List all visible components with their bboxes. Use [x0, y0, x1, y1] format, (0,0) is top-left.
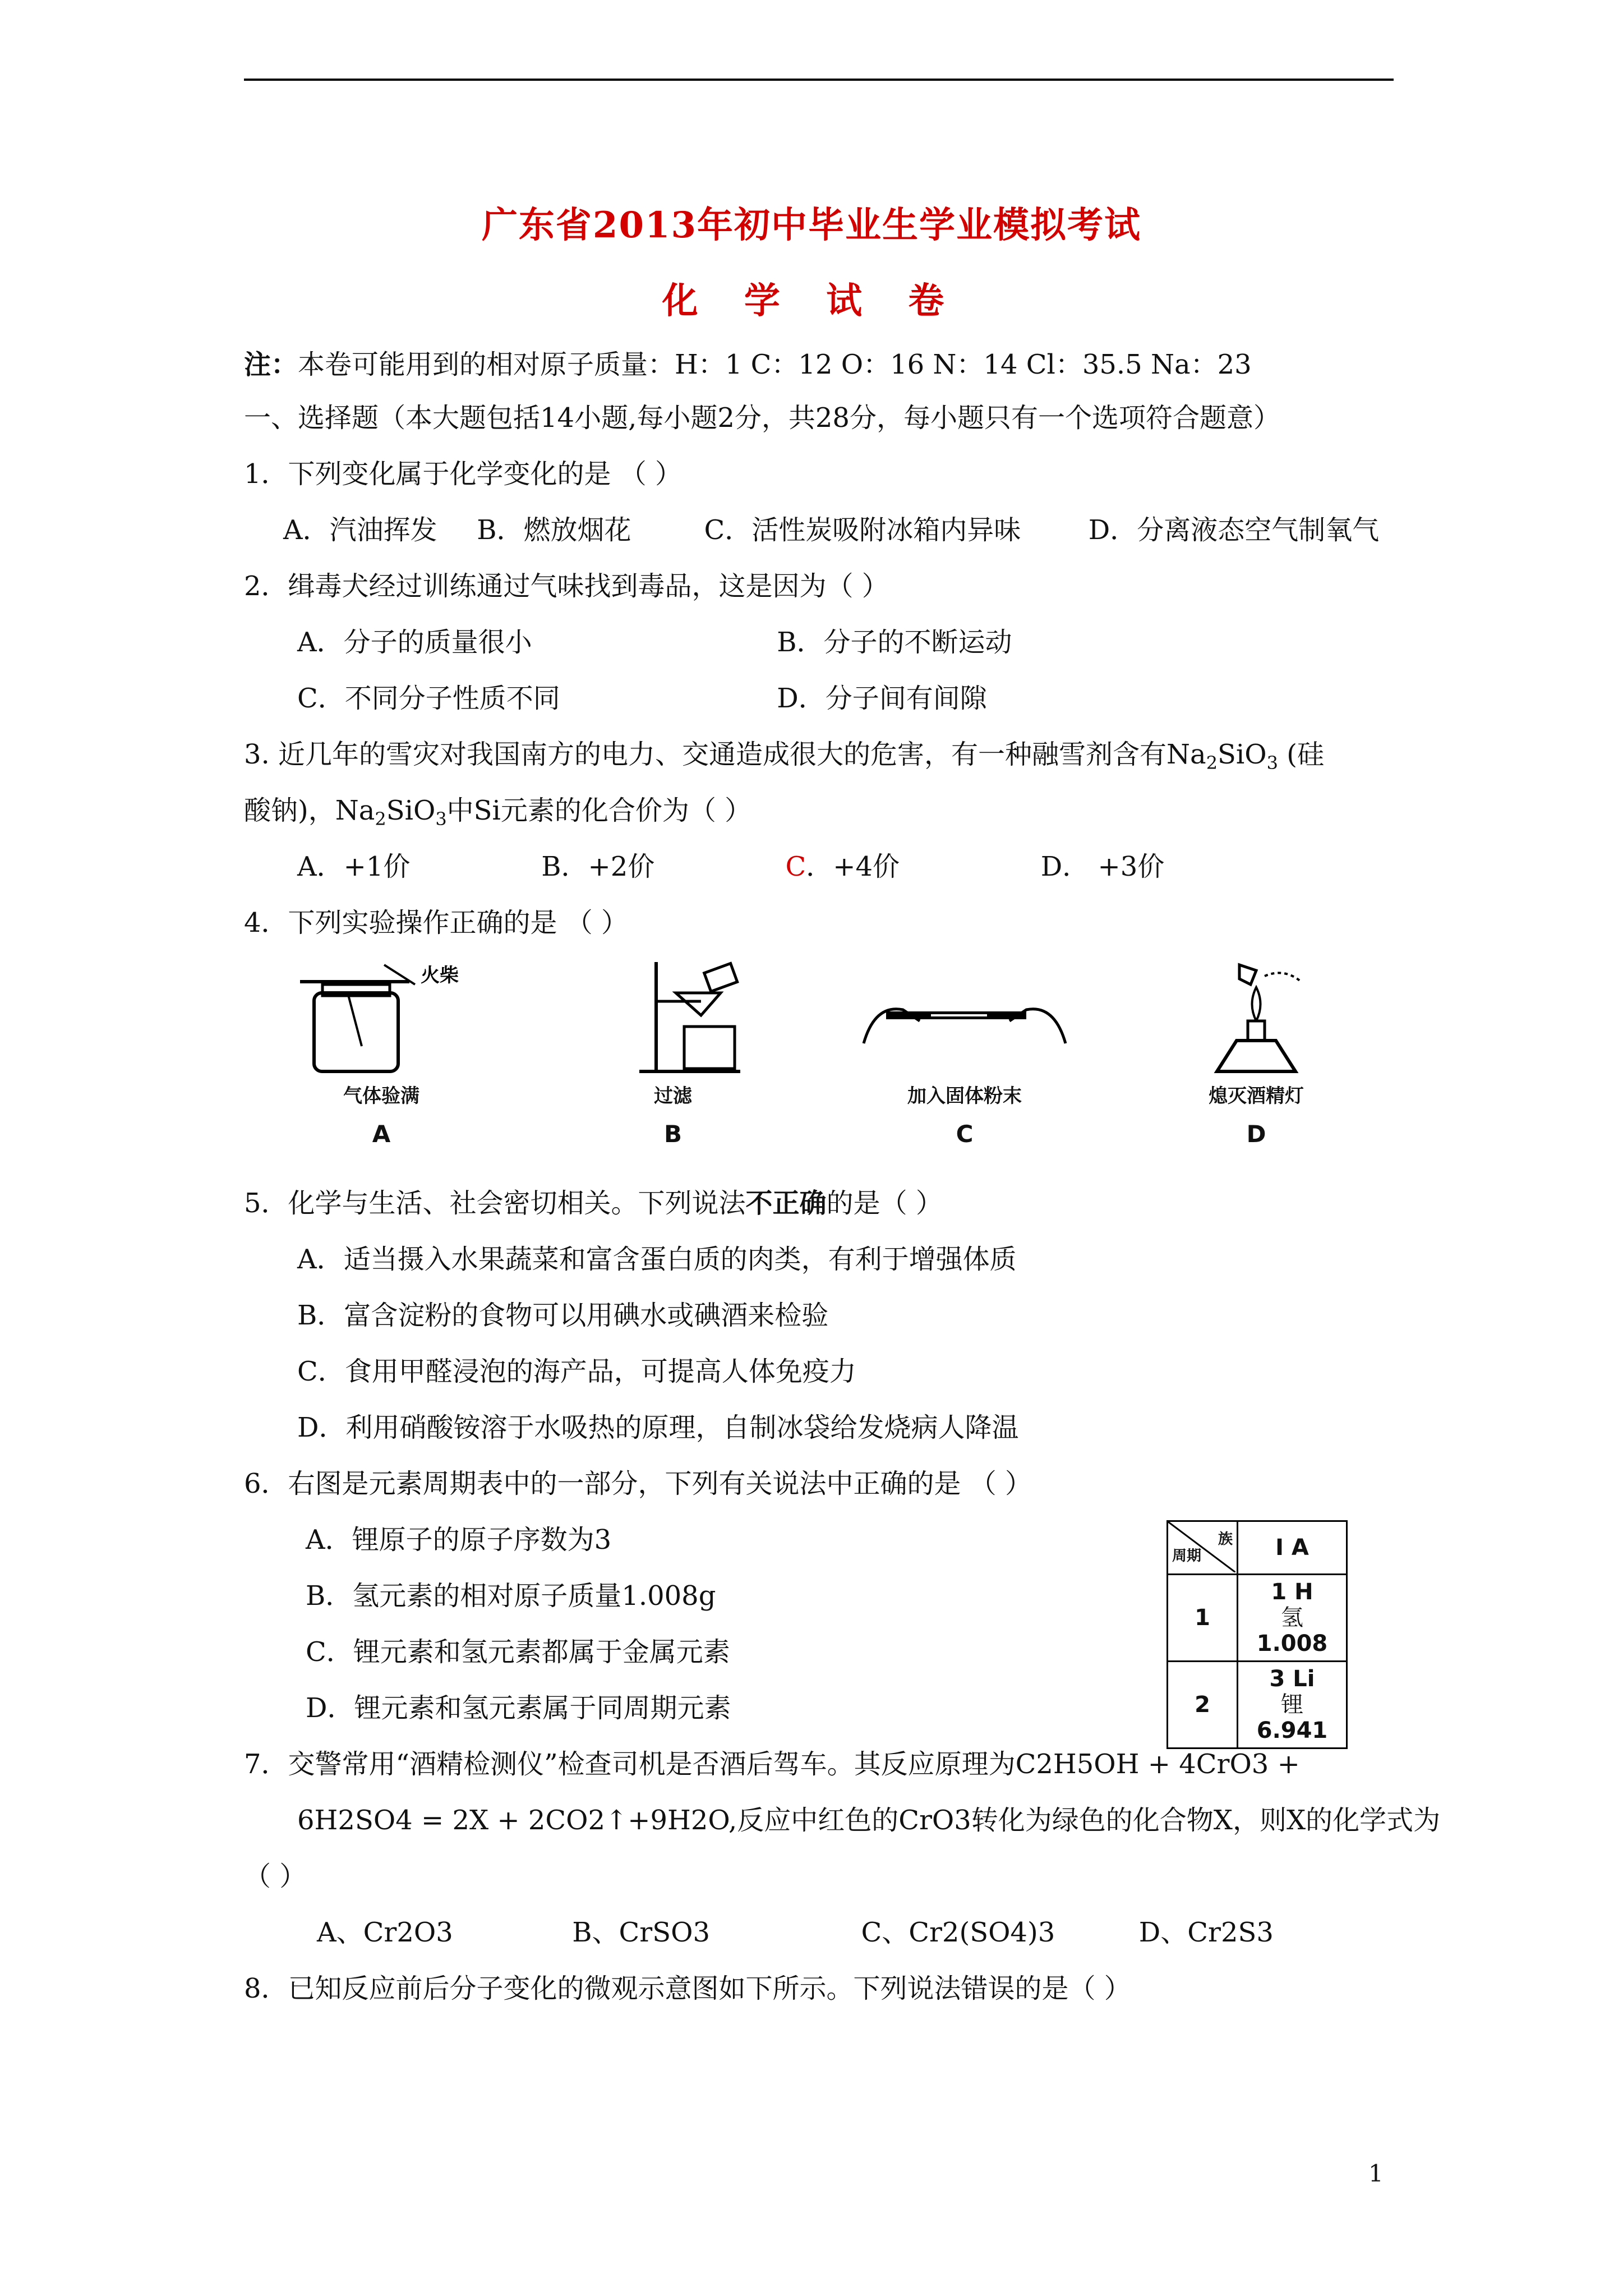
top-rule — [244, 79, 1394, 81]
q5-stem — [244, 1186, 943, 1220]
q3-sub: 3 — [1266, 752, 1278, 774]
q3-option-c — [786, 850, 1032, 884]
element-cell-h — [1238, 1575, 1347, 1662]
q8-stem: 8．已知反应前后分子变化的微观示意图如下所示。下列说法错误的是（ ） — [244, 1973, 1131, 2004]
q4-figure-a — [280, 954, 482, 1148]
q5-option-b: B．富含淀粉的食物可以用碘水或碘酒来检验 — [297, 1300, 829, 1331]
alcohol-lamp-figure — [1155, 954, 1357, 1077]
q2-stem: 2．缉毒犬经过训练通过气味找到毒品，这是因为（ ） — [244, 570, 889, 602]
table-corner — [1168, 1521, 1238, 1575]
q4-figure-b — [572, 954, 774, 1148]
period-cell: 1 — [1168, 1575, 1238, 1662]
exam-title: 广东省2013年初中毕业生学业模拟考试 — [481, 204, 1142, 246]
q3-option-c-text: ．+4价 — [806, 851, 900, 882]
element-symbol: 1 H — [1271, 1579, 1313, 1605]
note-label: 注： — [244, 349, 298, 380]
figure-d-caption: 熄灭酒精灯 — [1209, 1085, 1304, 1107]
element-name: 锂 — [1281, 1692, 1303, 1718]
q3-option-a: A．+1价 — [297, 851, 411, 882]
q7-option-a: A、Cr2O3 — [317, 1917, 453, 1948]
q7-option-c: C、Cr2(SO4)3 — [861, 1917, 1055, 1948]
q5-option-d: D．利用硝酸铵溶于水吸热的原理，自制冰袋给发烧病人降温 — [297, 1412, 1019, 1443]
q7-option-d: D、Cr2S3 — [1138, 1917, 1274, 1948]
q2-option-d: D．分子间有间隙 — [777, 683, 987, 714]
q2-option-b: B．分子的不断运动 — [777, 627, 1012, 658]
q7-line3: （ ） — [244, 1861, 307, 1892]
q3-stem-line2 — [244, 794, 751, 836]
q5-stem-a: 5．化学与生活、社会密切相关。下列说法 — [244, 1188, 746, 1219]
periodic-table-excerpt — [1166, 1520, 1348, 1749]
note-text: 本卷可能用到的相对原子质量：H：1 C：12 O：16 N：14 Cl：35.5 Na：23 — [298, 349, 1252, 380]
q1-options — [283, 513, 1379, 547]
element-mass: 1.008 — [1256, 1631, 1328, 1657]
q2-option-a: A．分子的质量很小 — [297, 627, 532, 658]
figure-c-caption: 加入固体粉末 — [907, 1085, 1022, 1107]
q4-figure-d — [1155, 954, 1357, 1148]
q3-option-b: B．+2价 — [541, 851, 655, 882]
q6-option-a: A．锂原子的原子序数为3 — [306, 1524, 612, 1556]
q1-option-d: D．分离液态空气制氧气 — [1088, 514, 1380, 546]
q3-sub: 3 — [435, 808, 447, 830]
figure-c-label: C — [956, 1120, 974, 1148]
q3-option-c-letter: C — [785, 851, 806, 882]
figure-a-caption: 气体验满 — [343, 1085, 419, 1107]
q3-option-d: D． +3价 — [1040, 851, 1165, 882]
q5-option-c: C．食用甲醛浸泡的海产品，可提高人体免疫力 — [297, 1356, 856, 1387]
section-heading: 一、选择题（本大题包括14小题,每小题2分，共28分，每小题只有一个选项符合题意） — [244, 402, 1280, 434]
q3-options — [297, 850, 1164, 884]
q5-option-a: A．适当摄入水果蔬菜和富含蛋白质的肉类，有利于增强体质 — [297, 1244, 1017, 1275]
q2-row2 — [297, 682, 987, 715]
gas-check-figure — [280, 954, 482, 1077]
q2-option-c: C．不同分子性质不同 — [297, 683, 560, 714]
q6-option-c: C．锂元素和氢元素都属于金属元素 — [306, 1636, 730, 1668]
figure-d-label: D — [1246, 1120, 1266, 1148]
q3-text-b: SiO — [1218, 739, 1267, 770]
powder-figure — [841, 954, 1088, 1077]
element-cell-li — [1238, 1662, 1347, 1749]
q7-line2: 6H2SO4 = 2X + 2CO2↑+9H2O,反应中红色的CrO3转化为绿色的化合物X，则X的化学式为 — [297, 1805, 1441, 1836]
q3-sub: 2 — [1206, 752, 1218, 774]
match-label: 火柴 — [421, 964, 459, 987]
q1-option-a: A．汽油挥发 — [283, 514, 437, 546]
note-line — [244, 348, 1252, 381]
q4-figure-c — [841, 954, 1088, 1148]
q3-text-f: 中Si元素的化合价为（ ） — [446, 795, 752, 826]
page-number: 1 — [1368, 2160, 1384, 2187]
q3-text-c: (硅 — [1278, 739, 1324, 770]
q4-stem: 4．下列实验操作正确的是 （ ） — [244, 907, 629, 938]
filtration-figure — [572, 954, 774, 1077]
q6-stem: 6．右图是元素周期表中的一部分，下列有关说法中正确的是 （ ） — [244, 1468, 1032, 1499]
corner-period-label: 周期 — [1172, 1548, 1202, 1565]
period-cell: 2 — [1168, 1662, 1238, 1749]
q2-row1 — [297, 625, 1012, 659]
q3-sub: 2 — [375, 808, 386, 830]
q5-stem-b: 的是（ ） — [826, 1188, 943, 1219]
q4-figures — [280, 954, 1374, 1148]
q6-option-d: D．锂元素和氢元素属于同周期元素 — [306, 1692, 731, 1724]
q7-option-b: B、CrSO3 — [572, 1917, 710, 1948]
element-symbol: 3 Li — [1269, 1666, 1315, 1692]
q3-stem-line1 — [244, 738, 1324, 780]
q1-option-b: B．燃放烟花 — [477, 514, 631, 546]
element-mass: 6.941 — [1256, 1718, 1328, 1743]
corner-group-label: 族 — [1218, 1531, 1233, 1548]
figure-a-label: A — [372, 1120, 391, 1148]
figure-b-caption: 过滤 — [654, 1085, 692, 1107]
q3-text-a: 3. 近几年的雪灾对我国南方的电力、交通造成很大的危害，有一种融雪剂含有Na — [244, 739, 1206, 770]
q1-option-c: C．活性炭吸附冰箱内异味 — [704, 514, 1021, 546]
q5-stem-bold: 不正确 — [745, 1188, 827, 1219]
q3-text-d: 酸钠)，Na — [244, 795, 375, 826]
q6-option-b: B．氢元素的相对原子质量1.008g — [306, 1580, 716, 1612]
figure-b-label: B — [663, 1120, 682, 1148]
q7-line1: 7．交警常用“酒精检测仪”检查司机是否酒后驾车。其反应原理为C2H5OH + 4CrO3 + — [244, 1749, 1300, 1780]
q3-text-e: SiO — [386, 795, 436, 826]
element-name: 氢 — [1281, 1605, 1303, 1631]
exam-subtitle: 化 学 试 卷 — [662, 280, 961, 322]
q1-stem: 1．下列变化属于化学变化的是 （ ） — [244, 458, 683, 490]
group-header: I A — [1238, 1521, 1347, 1575]
q7-options — [317, 1916, 1274, 1949]
